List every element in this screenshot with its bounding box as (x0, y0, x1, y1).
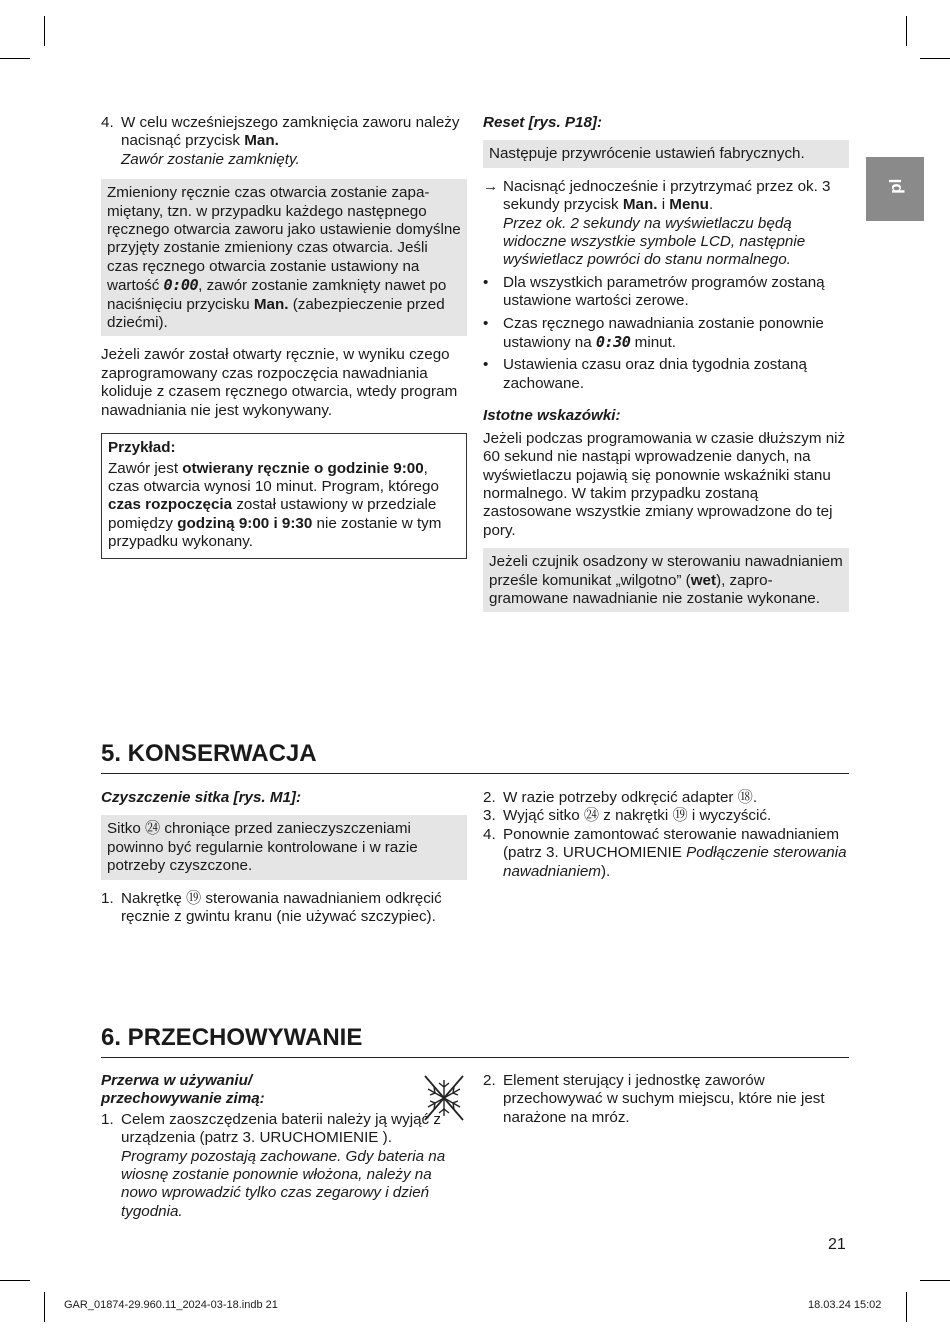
reset-info-box: Następuje przywrócenie ustawień fabrycznych. (483, 140, 849, 167)
man-key-text: Man. (244, 132, 279, 150)
notes-heading: Istotne wskazówki: (483, 407, 621, 425)
lcd-value: 0:30 (595, 333, 631, 352)
bullet-icon: • (483, 273, 489, 291)
crop-mark (920, 58, 950, 59)
page-number: 21 (828, 1236, 846, 1253)
crop-mark (920, 1280, 950, 1281)
list-text: W celu wcześniejszego zamknięcia zaworu należy nacisnąć przycisk (121, 114, 460, 150)
crop-mark (0, 58, 30, 59)
info-box: Sitko ㉔ chroniące przed zanieczyszczeniami powinno być regularnie kontrolowane i w razie potrzeby czyszczone. (101, 815, 467, 879)
bullet-icon: • (483, 356, 489, 374)
example-title: Przykład: (108, 439, 176, 457)
info-text: Zmieniony ręcznie czas otwarcia zostanie zapamiętany, tzn. w przypadku każdego następnego ręcznego otwarcia zaworu jako ustawienie domyślne przyjęty zostanie zmieniony czas otwarcia. Jeśli czas ręcznego otwarcia zostanie ustawiony na wartość (107, 184, 461, 295)
section5-right (483, 789, 849, 881)
bullet-item (483, 274, 849, 311)
list-number: 4. (483, 825, 496, 843)
man-key-text: Man. (253, 295, 289, 313)
list-text: Nakrętkę ⑲ sterowania nawadnianiem odkręcić ręcznie z gwintu kranu (nie używać szczypiec). (121, 889, 442, 926)
menu-key-text: Menu (669, 196, 709, 214)
list-item (483, 807, 849, 825)
info-box (101, 179, 467, 336)
language-tab (866, 157, 924, 221)
step-text: Nacisnąć jednocześnie i przytrzymać przez ok. 3 sekundy przycisk (503, 177, 831, 214)
list-number: 3. (483, 807, 496, 825)
bullet-text: Dla wszystkich parametrów programów zostaną ustawione wartości zerowe. (503, 273, 825, 310)
crop-mark (906, 1292, 907, 1322)
section6-left (101, 1072, 467, 1221)
paragraph: Jeżeli zawór został otwarty ręcznie, w wyniku czego zaprogramowany czas rozpoczęcia nawadniania koliduje z czasem ręcznego otwarcia, wtedy program nawadniania nie jest wykonywany. (101, 346, 458, 419)
footer-file-info: GAR_01874-29.960.11_2024-03-18.indb 21 (64, 1299, 278, 1311)
subheading: Przerwa w używaniu/ przechowywanie zimą: (101, 1072, 265, 1108)
list-text: Element sterujący i jednostkę zaworów przechowywać w suchym miejscu, które nie jest narażone na mróz. (503, 1072, 825, 1126)
man-key-text: Man. (622, 196, 658, 214)
list-item (101, 890, 467, 927)
subheading: Czyszczenie sitka [rys. M1]: (101, 789, 302, 806)
list-item (483, 1072, 849, 1127)
no-frost-icon (421, 1074, 467, 1122)
list-text: W razie potrzeby odkręcić adapter ⑱. (503, 789, 758, 806)
bullet-text: Ustawienia czasu oraz dnia tygodnia zostaną zachowane. (503, 356, 807, 392)
instruction-step: → Nacisnąć jednocześnie i przytrzymać przez ok. 3 sekundy przycisk Man. i Menu. Przez ok. 2 sekundy na wyświetlaczu będą widoczne wszystkie symbole LCD, następnie wyświetlacz powróci do stanu normalnego. (483, 177, 831, 269)
example-text: Zawór jest otwierany ręcznie o godzinie 9:00, czas otwarcia wynosi 10 minut. Program, którego czas rozpoczęcia został ustawiony w przedziale pomiędzy godziną 9:00 i 9:30 nie zostanie w tym przypadku wykonany. (108, 459, 442, 551)
list-note: Zawór zostanie zamknięty. (121, 150, 300, 168)
language-tab-label: pl (885, 178, 905, 194)
list-text: Ponownie zamontować sterowanie nawadnianiem (patrz 3. URUCHOMIENIE Podłączenie sterowania nawadnianiem). (503, 825, 847, 880)
list-number: 1. (101, 889, 114, 907)
crop-mark (44, 1292, 45, 1322)
list-item (101, 114, 467, 169)
left-column-top (101, 114, 467, 559)
footer-date: 18.03.24 15:02 (808, 1299, 882, 1311)
crop-mark (0, 1280, 30, 1281)
list-number: 4. (101, 114, 114, 131)
section-title: 5. KONSERWACJA (101, 739, 849, 774)
list-number: 2. (483, 789, 496, 806)
right-column-top (483, 114, 849, 612)
list-item (483, 789, 849, 807)
crop-mark (44, 16, 45, 46)
list-item (483, 826, 849, 881)
section5-left (101, 789, 467, 926)
bullet-item (483, 356, 849, 393)
list-number: 2. (483, 1072, 496, 1089)
example-box (101, 433, 467, 558)
list-number: 1. (101, 1110, 114, 1128)
reset-heading: Reset [rys. P18]: (483, 114, 603, 131)
bullet-text: Czas ręcznego nawadniania zostanie ponownie ustawiony na 0:30 minut. (503, 314, 824, 352)
list-text: Wyjąć sitko ㉔ z nakrętki ⑲ i wyczyścić. (503, 807, 772, 825)
list-item (101, 1111, 467, 1221)
bullet-icon: • (483, 314, 489, 332)
info-text: , zawór zostanie zamknięty nawet po naciśnięciu przycisku (107, 277, 447, 313)
paragraph: Jeżeli podczas programowania w czasie dłuższym niż 60 sekund nie nastąpi wprowadzenie danych, na wyświetlaczu pojawią się ponownie wskaźniki stanu normalnego. W takim przypadku zostaną zastosowane wszystkie zmiany wprowadzone do tej pory. (483, 429, 846, 539)
bullet-item (483, 315, 849, 353)
crop-mark (906, 16, 907, 46)
step-note: Przez ok. 2 sekundy na wyświetlaczu będą widoczne wszystkie symbole LCD, następnie wyświetlacz powróci do stanu normalnego. (503, 214, 806, 269)
info-text: (zabezpieczenie przed dziećmi). (107, 295, 445, 332)
list-text: Celem zaoszczędzenia baterii należy ją wyjąć z urządzenia (patrz 3. URUCHOMIENIE ). (121, 1110, 441, 1147)
info-box: Jeżeli czujnik osadzony w sterowaniu nawadnianiem prześle komunikat „wilgotno” (wet), zaprogramowane nawadnianie nie zostanie wykonane. (483, 548, 849, 612)
section-title: 6. PRZECHOWYWANIE (101, 1023, 849, 1058)
list-note: Programy pozostają zachowane. Gdy bateria na wiosnę zostanie ponownie włożona, należy na nowo wprowadzić tylko czas zegarowy i dzień tygodnia. (121, 1147, 446, 1220)
section6-right (483, 1072, 849, 1127)
lcd-value: 0:00 (163, 276, 199, 295)
arrow-icon: → (483, 177, 499, 195)
